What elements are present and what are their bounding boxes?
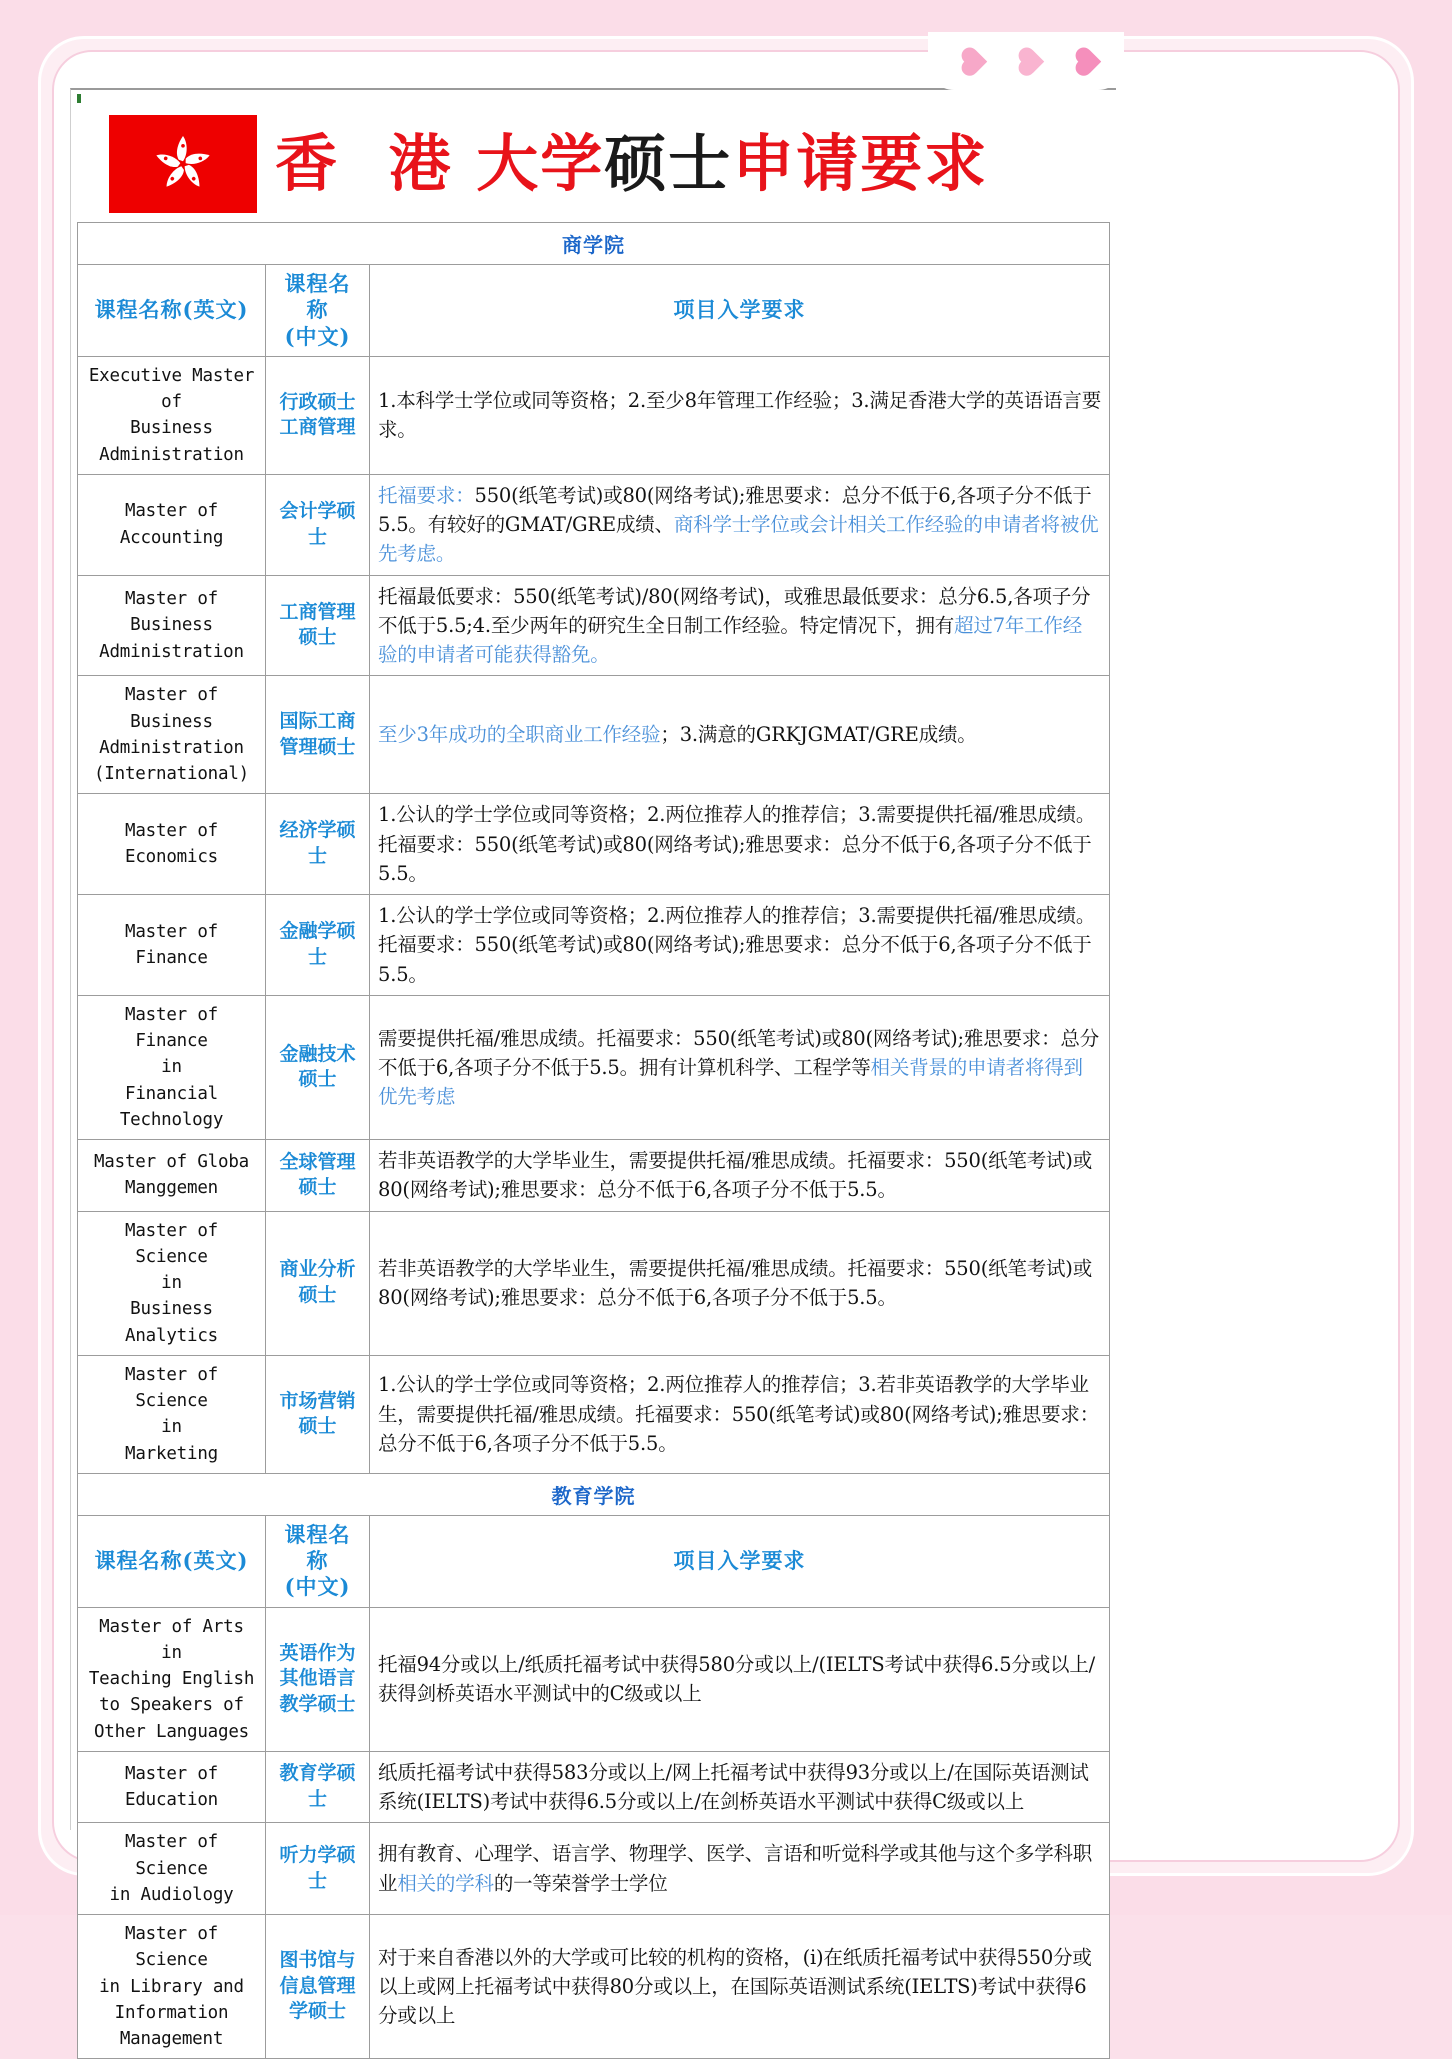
column-header-course-name-cn — [266, 265, 370, 357]
admission-requirements: 1.公认的学士学位或同等资格；2.两位推荐人的推荐信；3.需要提供托福/雅思成绩。托福要求：550(纸笔考试)或80(网络考试);雅思要求：总分不低于6,各项子分不低于5.5。 — [370, 895, 1110, 996]
column-header-course-name-cn — [266, 1515, 370, 1607]
course-name-cn: 金融技术 硕士 — [266, 995, 370, 1139]
column-header-course-name-en: 课程名称(英文) — [78, 1515, 266, 1607]
admission-requirements: 若非英语教学的大学毕业生，需要提供托福/雅思成绩。托福要求：550(纸笔考试)或80(网络考试);雅思要求：总分不低于6,各项子分不低于5.5。 — [370, 1211, 1110, 1355]
course-name-cn: 国际工商 管理硕士 — [266, 676, 370, 794]
table-row — [78, 1211, 1110, 1355]
course-name-cn: 图书馆与 信息管理 学硕士 — [266, 1915, 370, 2059]
requirements-table — [77, 222, 1110, 2059]
course-name-cn: 会计学硕 士 — [266, 474, 370, 575]
course-name-cn: 工商管理 硕士 — [266, 575, 370, 676]
course-name-en: Master of Accounting — [78, 474, 266, 575]
course-name-en: Master of Finance — [78, 895, 266, 996]
table-row — [78, 1355, 1110, 1473]
bauhinia-flower-icon — [148, 129, 218, 199]
course-name-en: Master of Arts in Teaching English to Speakers of Other Languages — [78, 1607, 266, 1751]
column-header-requirements: 项目入学要求 — [370, 265, 1110, 357]
table-row — [78, 356, 1110, 474]
column-header-row — [78, 1515, 1110, 1607]
admission-requirements: 至少3年成功的全职商业工作经验；3.满意的GRKJGMAT/GRE成绩。 — [370, 676, 1110, 794]
page-title-text — [275, 127, 989, 200]
table-row — [78, 794, 1110, 895]
school-name: 教育学院 — [78, 1473, 1110, 1515]
table-row — [78, 1607, 1110, 1751]
table-row — [78, 1140, 1110, 1212]
admission-requirements: 托福最低要求：550(纸笔考试)/80(网络考试)，或雅思最低要求：总分6.5,各项子分不低于5.5;4.至少两年的研究生全日制工作经验。特定情况下，拥有超过7年工作经验的申请者可能获得豁免。 — [370, 575, 1110, 676]
course-name-en: Master of Science in Audiology — [78, 1823, 266, 1915]
admission-requirements: 1.公认的学士学位或同等资格；2.两位推荐人的推荐信；3.若非英语教学的大学毕业生，需要提供托福/雅思成绩。托福要求：550(纸笔考试)或80(网络考试);雅思要求：总分不低于6,各项子分不低于5.5。 — [370, 1355, 1110, 1473]
heart-icon — [952, 44, 986, 78]
course-name-en: Master of Science in Marketing — [78, 1355, 266, 1473]
title-part-kong: 港 — [388, 127, 477, 200]
course-name-cn: 商业分析 硕士 — [266, 1211, 370, 1355]
header-line2: (中文) — [284, 323, 351, 349]
title-part-hong: 香 — [275, 127, 363, 200]
document-corner-mark — [77, 94, 81, 103]
admission-requirements: 若非英语教学的大学毕业生，需要提供托福/雅思成绩。托福要求：550(纸笔考试)或80(网络考试);雅思要求：总分不低于6,各项子分不低于5.5。 — [370, 1140, 1110, 1212]
course-name-en: Master of Economics — [78, 794, 266, 895]
table-row — [78, 895, 1110, 996]
hong-kong-flag-icon — [109, 115, 257, 213]
admission-requirements: 拥有教育、心理学、语言学、物理学、医学、言语和听觉科学或其他与这个多学科职业相关的学科的一等荣誉学士学位 — [370, 1823, 1110, 1915]
table-row — [78, 1915, 1110, 2059]
admission-requirements: 纸质托福考试中获得583分或以上/网上托福考试中获得93分或以上/在国际英语测试系统(IELTS)考试中获得6.5分或以上/在剑桥英语水平测试中获得C级或以上 — [370, 1751, 1110, 1823]
page-title — [71, 90, 1116, 222]
course-name-en: Master of Science in Library and Information Management — [78, 1915, 266, 2059]
table-row — [78, 1751, 1110, 1823]
document-sheet — [70, 88, 1116, 2049]
course-name-cn: 市场营销 硕士 — [266, 1355, 370, 1473]
course-name-en: Master of Science in Business Analytics — [78, 1211, 266, 1355]
course-name-en: Executive Master of Business Administration — [78, 356, 266, 474]
admission-requirements: 托福要求：550(纸笔考试)或80(网络考试);雅思要求：总分不低于6,各项子分不低于5.5。有较好的GMAT/GRE成绩、商科学士学位或会计相关工作经验的申请者将被优先考虑。 — [370, 474, 1110, 575]
column-header-row — [78, 265, 1110, 357]
school-section-header — [78, 223, 1110, 265]
header-line1: 课程名称 — [284, 1521, 351, 1573]
heart-icon — [1067, 44, 1101, 78]
course-name-en: Master of Business Administration — [78, 575, 266, 676]
title-part-requirements: 申请要求 — [732, 127, 989, 200]
table-row — [78, 575, 1110, 676]
table-row — [78, 474, 1110, 575]
title-part-master: 硕士 — [604, 127, 733, 200]
course-name-cn: 全球管理 硕士 — [266, 1140, 370, 1212]
admission-requirements: 1.本科学士学位或同等资格；2.至少8年管理工作经验；3.满足香港大学的英语语言要求。 — [370, 356, 1110, 474]
title-part-university: 大学 — [476, 127, 605, 200]
course-name-cn: 教育学硕 士 — [266, 1751, 370, 1823]
header-line2: (中文) — [284, 1574, 351, 1600]
school-section-header — [78, 1473, 1110, 1515]
course-name-en: Master of Education — [78, 1751, 266, 1823]
course-name-en: Master of Business Administration (International) — [78, 676, 266, 794]
course-name-en: Master of Globa Manggemen — [78, 1140, 266, 1212]
table-row — [78, 995, 1110, 1139]
course-name-en: Master of Finance in Financial Technology — [78, 995, 266, 1139]
header-line1: 课程名称 — [284, 271, 351, 323]
admission-requirements: 需要提供托福/雅思成绩。托福要求：550(纸笔考试)或80(网络考试);雅思要求：总分不低于6,各项子分不低于5.5。拥有计算机科学、工程学等相关背景的申请者将得到优先考虑 — [370, 995, 1110, 1139]
admission-requirements: 1.公认的学士学位或同等资格；2.两位推荐人的推荐信；3.需要提供托福/雅思成绩。托福要求：550(纸笔考试)或80(网络考试);雅思要求：总分不低于6,各项子分不低于5.5。 — [370, 794, 1110, 895]
admission-requirements: 对于来自香港以外的大学或可比较的机构的资格，(i)在纸质托福考试中获得550分或以上或网上托福考试中获得80分或以上，在国际英语测试系统(IELTS)考试中获得6分或以上 — [370, 1915, 1110, 2059]
table-row — [78, 676, 1110, 794]
course-name-cn: 金融学硕 士 — [266, 895, 370, 996]
course-name-cn: 英语作为 其他语言 教学硕士 — [266, 1607, 370, 1751]
admission-requirements: 托福94分或以上/纸质托福考试中获得580分或以上/(IELTS考试中获得6.5分或以上/获得剑桥英语水平测试中的C级或以上 — [370, 1607, 1110, 1751]
course-name-cn: 经济学硕 士 — [266, 794, 370, 895]
column-header-course-name-en: 课程名称(英文) — [78, 265, 266, 357]
course-name-cn: 听力学硕 士 — [266, 1823, 370, 1915]
column-header-requirements: 项目入学要求 — [370, 1515, 1110, 1607]
school-name: 商学院 — [78, 223, 1110, 265]
course-name-cn: 行政硕士 工商管理 — [266, 356, 370, 474]
heart-decoration-tab — [928, 32, 1124, 90]
table-row — [78, 1823, 1110, 1915]
heart-icon — [1009, 44, 1043, 78]
